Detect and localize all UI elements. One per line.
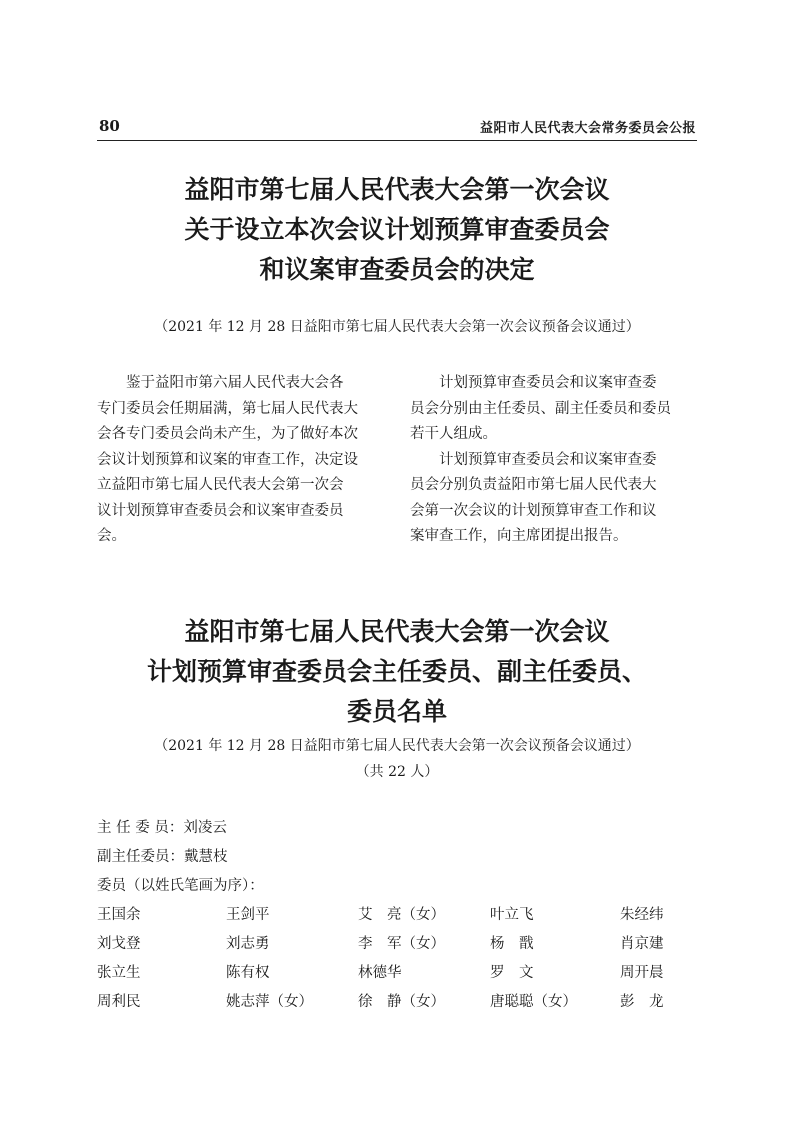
body-line: 议计划预算审查委员会和议案审查委员: [97, 502, 344, 519]
decision-title-line: 益阳市第七届人民代表大会第一次会议: [184, 175, 610, 204]
roster-title: [60, 612, 734, 732]
member-name: 李 军（女）: [358, 936, 445, 952]
body-line: 员会分别负责益阳市第七届人民代表大: [410, 477, 657, 493]
roster-title-line: 计划预算审查委员会主任委员、副主任委员、: [146, 657, 647, 686]
roster-title-line: 益阳市第七届人民代表大会第一次会议: [184, 617, 610, 646]
member-name: 姚志萍（女）: [226, 994, 313, 1010]
member-row: [97, 901, 697, 930]
member-name: 艾 亮（女）: [358, 907, 445, 923]
body-line: 若干人组成。: [410, 426, 497, 442]
page-header: [99, 117, 696, 141]
member-name: 刘戈登: [97, 936, 141, 952]
body-line: 员会分别由主任委员、副主任委员和委员: [410, 400, 671, 417]
member-name: 叶立飞: [490, 907, 534, 923]
decision-right-column: [410, 371, 702, 550]
member-name: 刘志勇: [226, 936, 270, 952]
member-name: 张立生: [97, 965, 141, 981]
chair-line: 主 任 委 员：刘凌云: [97, 820, 227, 836]
member-name: 罗 文: [490, 965, 534, 981]
decision-title-line: 关于设立本次会议计划预算审查委员会: [184, 215, 610, 244]
member-name: 肖京建: [620, 936, 664, 952]
member-name: 王剑平: [226, 907, 270, 923]
member-name: 徐 静（女）: [358, 994, 445, 1010]
body-line: 会第一次会议的计划预算审查工作和议: [410, 502, 657, 519]
member-name: 周开晨: [620, 965, 664, 981]
decision-left-column: [97, 371, 389, 550]
member-name: 唐聪聪（女）: [490, 994, 577, 1010]
member-name: 陈有权: [226, 965, 270, 981]
body-line: 案审查工作，向主席团提出报告。: [410, 528, 628, 544]
roster-count: （共 22 人）: [355, 764, 439, 780]
member-row: [97, 959, 697, 988]
member-name: 朱经纬: [620, 907, 664, 923]
members-heading: 委员（以姓氏笔画为序）：: [97, 878, 264, 894]
body-line: 专门委员会任期届满，第七届人民代表大: [97, 400, 358, 417]
header-rule: [97, 140, 697, 141]
member-name: 王国余: [97, 907, 141, 923]
journal-name: 益阳市人民代表大会常务委员会公报: [479, 121, 696, 136]
member-name: 杨 戬: [490, 936, 534, 952]
decision-title: [60, 170, 734, 290]
body-line: 会。: [97, 528, 126, 544]
member-row: [97, 930, 697, 959]
decision-title-line: 和议案审查委员会的决定: [259, 255, 535, 284]
page-number: 80: [99, 117, 120, 135]
body-line: 立益阳市第七届人民代表大会第一次会: [97, 477, 344, 493]
roster-title-line: 委员名单: [346, 697, 447, 726]
body-line: 会议计划预算和议案的审查工作，决定设: [97, 451, 358, 468]
member-name: 林德华: [358, 965, 402, 981]
vice-chair-line: 副主任委员：戴慧枝: [97, 849, 228, 865]
member-list: [97, 814, 697, 1017]
body-line: 计划预算审查委员会和议案审查委: [439, 451, 657, 468]
member-name: 周利民: [97, 994, 141, 1010]
member-name: 彭 龙: [620, 994, 664, 1010]
body-line: 计划预算审查委员会和议案审查委: [439, 375, 657, 391]
member-row: [97, 988, 697, 1017]
body-line: 鉴于益阳市第六届人民代表大会各: [126, 375, 344, 391]
decision-subtitle: （2021 年 12 月 28 日益阳市第七届人民代表大会第一次会议预备会议通过）: [154, 319, 640, 335]
roster-subtitle: （2021 年 12 月 28 日益阳市第七届人民代表大会第一次会议预备会议通过）: [154, 738, 640, 754]
body-line: 会各专门委员会尚未产生，为了做好本次: [97, 426, 358, 442]
